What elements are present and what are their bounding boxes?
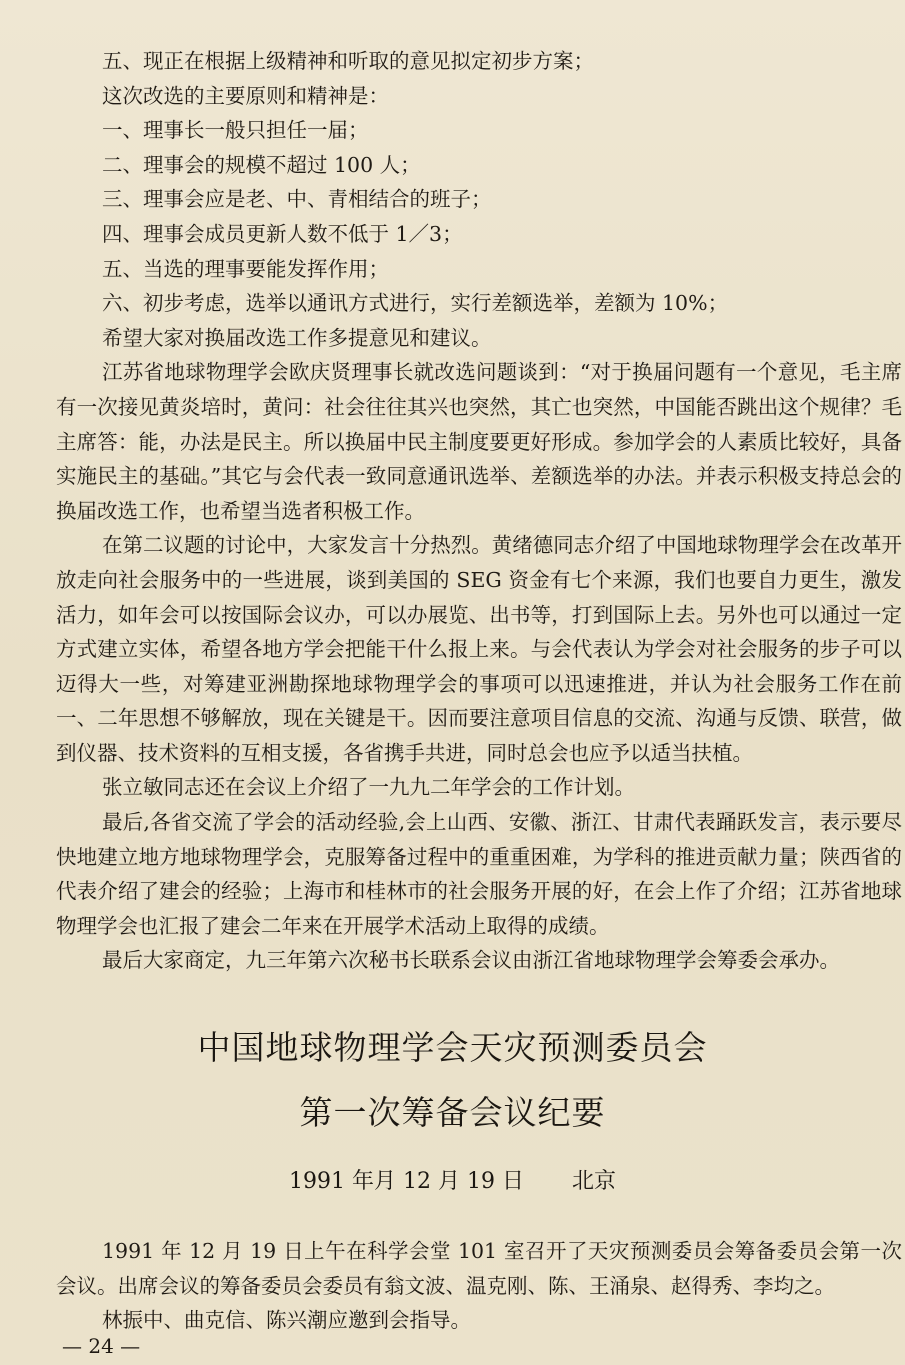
article-place: 北京 — [571, 1169, 616, 1194]
article-dateline — [0, 1164, 905, 1195]
paragraph: 二、理事会的规模不超过 100 人； — [102, 152, 421, 177]
article-date: 1991 年月 12 月 19 日 — [289, 1169, 524, 1194]
paragraph: 四、理事会成员更新人数不低于 1／3； — [102, 221, 463, 246]
paragraph: 五、现正在根据上级精神和听取的意见拟定初步方案； — [102, 49, 594, 73]
body-section-2 — [56, 1234, 902, 1338]
body-section-1 — [56, 44, 902, 978]
paragraph: 在第二议题的讨论中，大家发言十分热烈。黄绪德同志介绍了中国地球物理学会在改革开放走向社会服务中的一些进展，谈到美国的 SEG 资金有七个来源，我们也要自力更生，激发活力，如年会可以按国际会议办，可以办展览、出书等，打到国际上去。另外也可以通过一定方式建立实体，希望各地方学会把能干什么报上来。与会代表认为学会对社会服务的步子可以迈得大一些，对筹建亚洲勘探地球物理学会的事项可以迅速推进，并认为社会服务工作在前一、二年思想不够解放，现在关键是干。因而要注意项目信息的交流、沟通与反馈、联营，做到仪器、技术资料的互相支援，各省携手共进，同时总会也应予以适当扶植。 — [56, 533, 902, 765]
paragraph: 这次改选的主要原则和精神是： — [102, 83, 389, 108]
page-number: — 24 — — [62, 1334, 141, 1358]
paragraph: 林振中、曲克信、陈兴潮应邀到会指导。 — [102, 1308, 471, 1333]
paragraph: 希望大家对换届改选工作多提意见和建议。 — [102, 325, 492, 350]
paragraph: 最后,各省交流了学会的活动经验,会上山西、安徽、浙江、甘肃代表踊跃发言，表示要尽快地建立地方地球物理学会，克服筹备过程中的重重困难，为学科的推进贡献力量；陕西省的代表介绍了建会的经验；上海市和桂林市的社会服务开展的好，在会上作了介绍；江苏省地球物理学会也汇报了建会二年来在开展学术活动上取得的成绩。 — [56, 810, 902, 938]
paragraph: 江苏省地球物理学会欧庆贤理事长就改选问题谈到：“对于换届问题有一个意见，毛主席有一次接见黄炎培时，黄问：社会往往其兴也突然，其亡也突然，中国能否跳出这个规律？毛主席答：能，办法是民主。所以换届中民主制度要更好形成。参加学会的人素质比较好，具备实施民主的基础。”其它与会代表一致同意通讯选举、差额选举的办法。并表示积极支持总会的换届改选工作，也希望当选者积极工作。 — [56, 360, 902, 523]
article-title-line-1: 中国地球物理学会天灾预测委员会 — [197, 1028, 708, 1067]
paragraph: 1991 年 12 月 19 日上午在科学会堂 101 室召开了天灾预测委员会筹备委员会第一次会议。出席会议的筹备委员会委员有翁文波、温克刚、陈、王涌泉、赵得秀、李均之。 — [56, 1239, 902, 1298]
paragraph: 一、理事长一般只担任一届； — [102, 118, 369, 143]
paragraph: 六、初步考虑，选举以通讯方式进行，实行差额选举，差额为 10%； — [102, 291, 729, 316]
paragraph: 三、理事会应是老、中、青相结合的班子； — [102, 187, 492, 212]
paragraph: 五、当选的理事要能发挥作用； — [102, 256, 389, 281]
paragraph: 最后大家商定，九三年第六次秘书长联系会议由浙江省地球物理学会筹委会承办。 — [102, 948, 840, 973]
paragraph: 张立敏同志还在会议上介绍了一九九二年学会的工作计划。 — [102, 775, 635, 800]
article-title-line-2: 第一次筹备会议纪要 — [299, 1093, 606, 1132]
